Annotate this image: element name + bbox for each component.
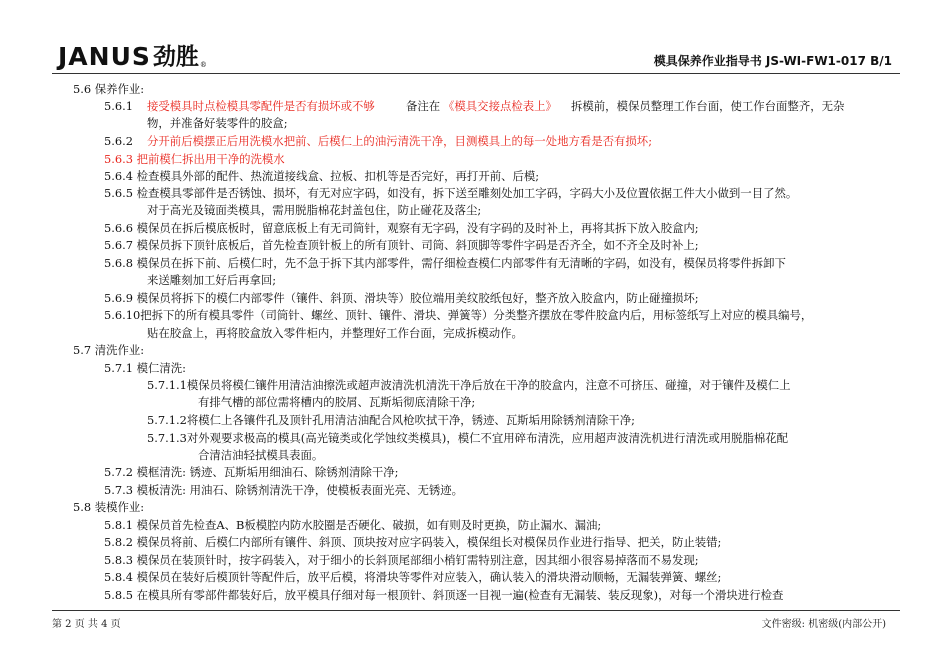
text-line: 5.8.3 模保员在装顶针时，按字码装入，对于细小的长斜顶尾部细小梢钉需特别注意，因其细小很容易掉落而不易发现; <box>104 553 699 567</box>
text-line: 5.6.4 检查模具外部的配件、热流道接线盒、拉板、扣机等是否完好，再打开前、后模; <box>104 169 540 183</box>
text-line: 物，并准备好装零件的胶盒; <box>147 116 288 130</box>
text-line: 5.6.5 检查模具零部件是否锈蚀、损坏，有无对应字码，如没有，拆下送至雕刻处加工字码，字码大小及位置依据工件大小做到一目了然。 <box>104 186 798 200</box>
text-line: 接受模具时点检模具零配件是否有损坏或不够 <box>147 99 375 113</box>
text-line: 5.7.1.2将模仁上各镶件孔及顶针孔用清洁油配合风枪吹拭干净，锈迹、瓦斯垢用除锈剂清除干净; <box>147 413 635 427</box>
security-level: 文件密级: 机密级(内部公开) <box>761 619 886 630</box>
text-line: 5.6.7 模保员拆下顶针底板后，首先检查顶针板上的所有顶针、司筒、斜顶脚等零件字码是否齐全，如不齐全及时补上; <box>104 238 699 252</box>
footer-divider <box>52 610 900 611</box>
company-logo <box>58 44 207 70</box>
text-line: 5.6.2 <box>104 134 133 148</box>
text-line: 5.7.2 模框清洗: 锈迹、瓦斯垢用细油石、除锈剂清除干净; <box>104 465 399 479</box>
text-line: 5.7.3 模板清洗: 用油石、除锈剂清洗干净，使模板表面光亮、无锈迹。 <box>104 483 464 497</box>
header-divider <box>52 73 900 74</box>
text-line: 备注在 <box>406 99 441 113</box>
text-line: 5.8.1 模保员首先检查A、B板模腔内防水胶圈是否硬化、破损，如有则及时更换，防止漏水、漏油; <box>104 518 602 532</box>
text-line: 合清洁油轻拭模具表面。 <box>198 448 324 462</box>
text-line: 5.6.6 模保员在拆后模底板时，留意底板上有无司筒针，观察有无字码，没有字码的及时补上，再将其拆下放入胶盒内; <box>104 221 699 235</box>
text-line: 5.8 装模作业: <box>73 500 145 514</box>
logo-chinese-name: 劲胜 <box>152 44 199 70</box>
text-line: 分开前后模摆正后用洗模水把前、后模仁上的油污清洗干净，目测模具上的每一处地方看是否有损坏; <box>147 134 653 148</box>
text-line: 5.6.1 <box>104 99 133 113</box>
text-line: 5.7.1.3对外观要求极高的模具(高光镜类或化学蚀纹类模具)，模仁不宜用碎布清洗，应用超声波清洗机进行清洗或用脱脂棉花配 <box>147 431 789 445</box>
page-header <box>0 0 950 78</box>
text-line: 5.6.10把拆下的所有模具零件（司筒针、螺丝、顶针、镶件、滑块、弹簧等）分类整齐摆放在零件胶盒内后，用标签纸写上对应的模具编号， <box>104 308 813 322</box>
text-line: 5.6.3 把前模仁拆出用干净的洗模水 <box>104 152 285 166</box>
text-line: 贴在胶盒上，再将胶盒放入零件柜内，并整理好工作台面，完成拆模动作。 <box>147 326 523 340</box>
text-line: 拆模前，模保员整理工作台面，使工作台面整齐，无杂 <box>571 99 845 113</box>
page-number: 第 2 页 共 4 页 <box>52 619 121 630</box>
text-line: 5.7.1.1模保员将模仁镶件用清洁油擦洗或超声波清洗机清洗干净后放在干净的胶盒内，注意不可挤压、碰撞，对于镶件及模仁上 <box>147 378 791 392</box>
text-line: 5.8.2 模保员将前、后模仁内部所有镶件、斜顶、顶块按对应字码装入，模保组长对模保员作业进行指导、把关，防止装错; <box>104 535 722 549</box>
text-line: 对于高光及镜面类模具，需用脱脂棉花封盖包住，防止碰花及落尘; <box>147 203 482 217</box>
registered-mark: ® <box>199 61 207 69</box>
text-line: 5.7 清洗作业: <box>73 343 145 357</box>
text-line: 《模具交接点检表上》 <box>443 99 557 113</box>
text-line: 5.7.1 模仁清洗: <box>104 361 187 375</box>
text-line: 5.8.5 在模具所有零部件都装好后，放平模具仔细对每一根顶针、斜顶逐一目视一遍(检查有无漏装、装反现象)，对每一个滑块进行检查 <box>104 588 784 602</box>
text-line: 来送雕刻加工好后再拿回; <box>147 273 277 287</box>
text-line: 5.6 保养作业: <box>73 82 145 96</box>
text-line: 有排气槽的部位需将槽内的胶屑、瓦斯垢彻底清除干净; <box>198 395 476 409</box>
text-line: 5.6.9 模保员将拆下的模仁内部零件（镶件、斜顶、滑块等）胶位端用美纹胶纸包好，整齐放入胶盒内，防止碰撞损坏; <box>104 291 699 305</box>
text-line: 5.6.8 模保员在拆下前、后模仁时，先不急于拆下其内部零件，需仔细检查模仁内部零件有无清晰的字码，如没有，模保员将零件拆卸下 <box>104 256 786 270</box>
logo-wordmark: JANUS <box>58 42 151 71</box>
text-line: 5.8.4 模保员在装好后模顶针等配件后，放平后模，将滑块等零件对应装入，确认装入的滑块滑动顺畅，无漏装弹簧、螺丝; <box>104 570 722 584</box>
document-title: 模具保养作业指导书 JS-WI-FW1-017 B/1 <box>653 54 892 68</box>
